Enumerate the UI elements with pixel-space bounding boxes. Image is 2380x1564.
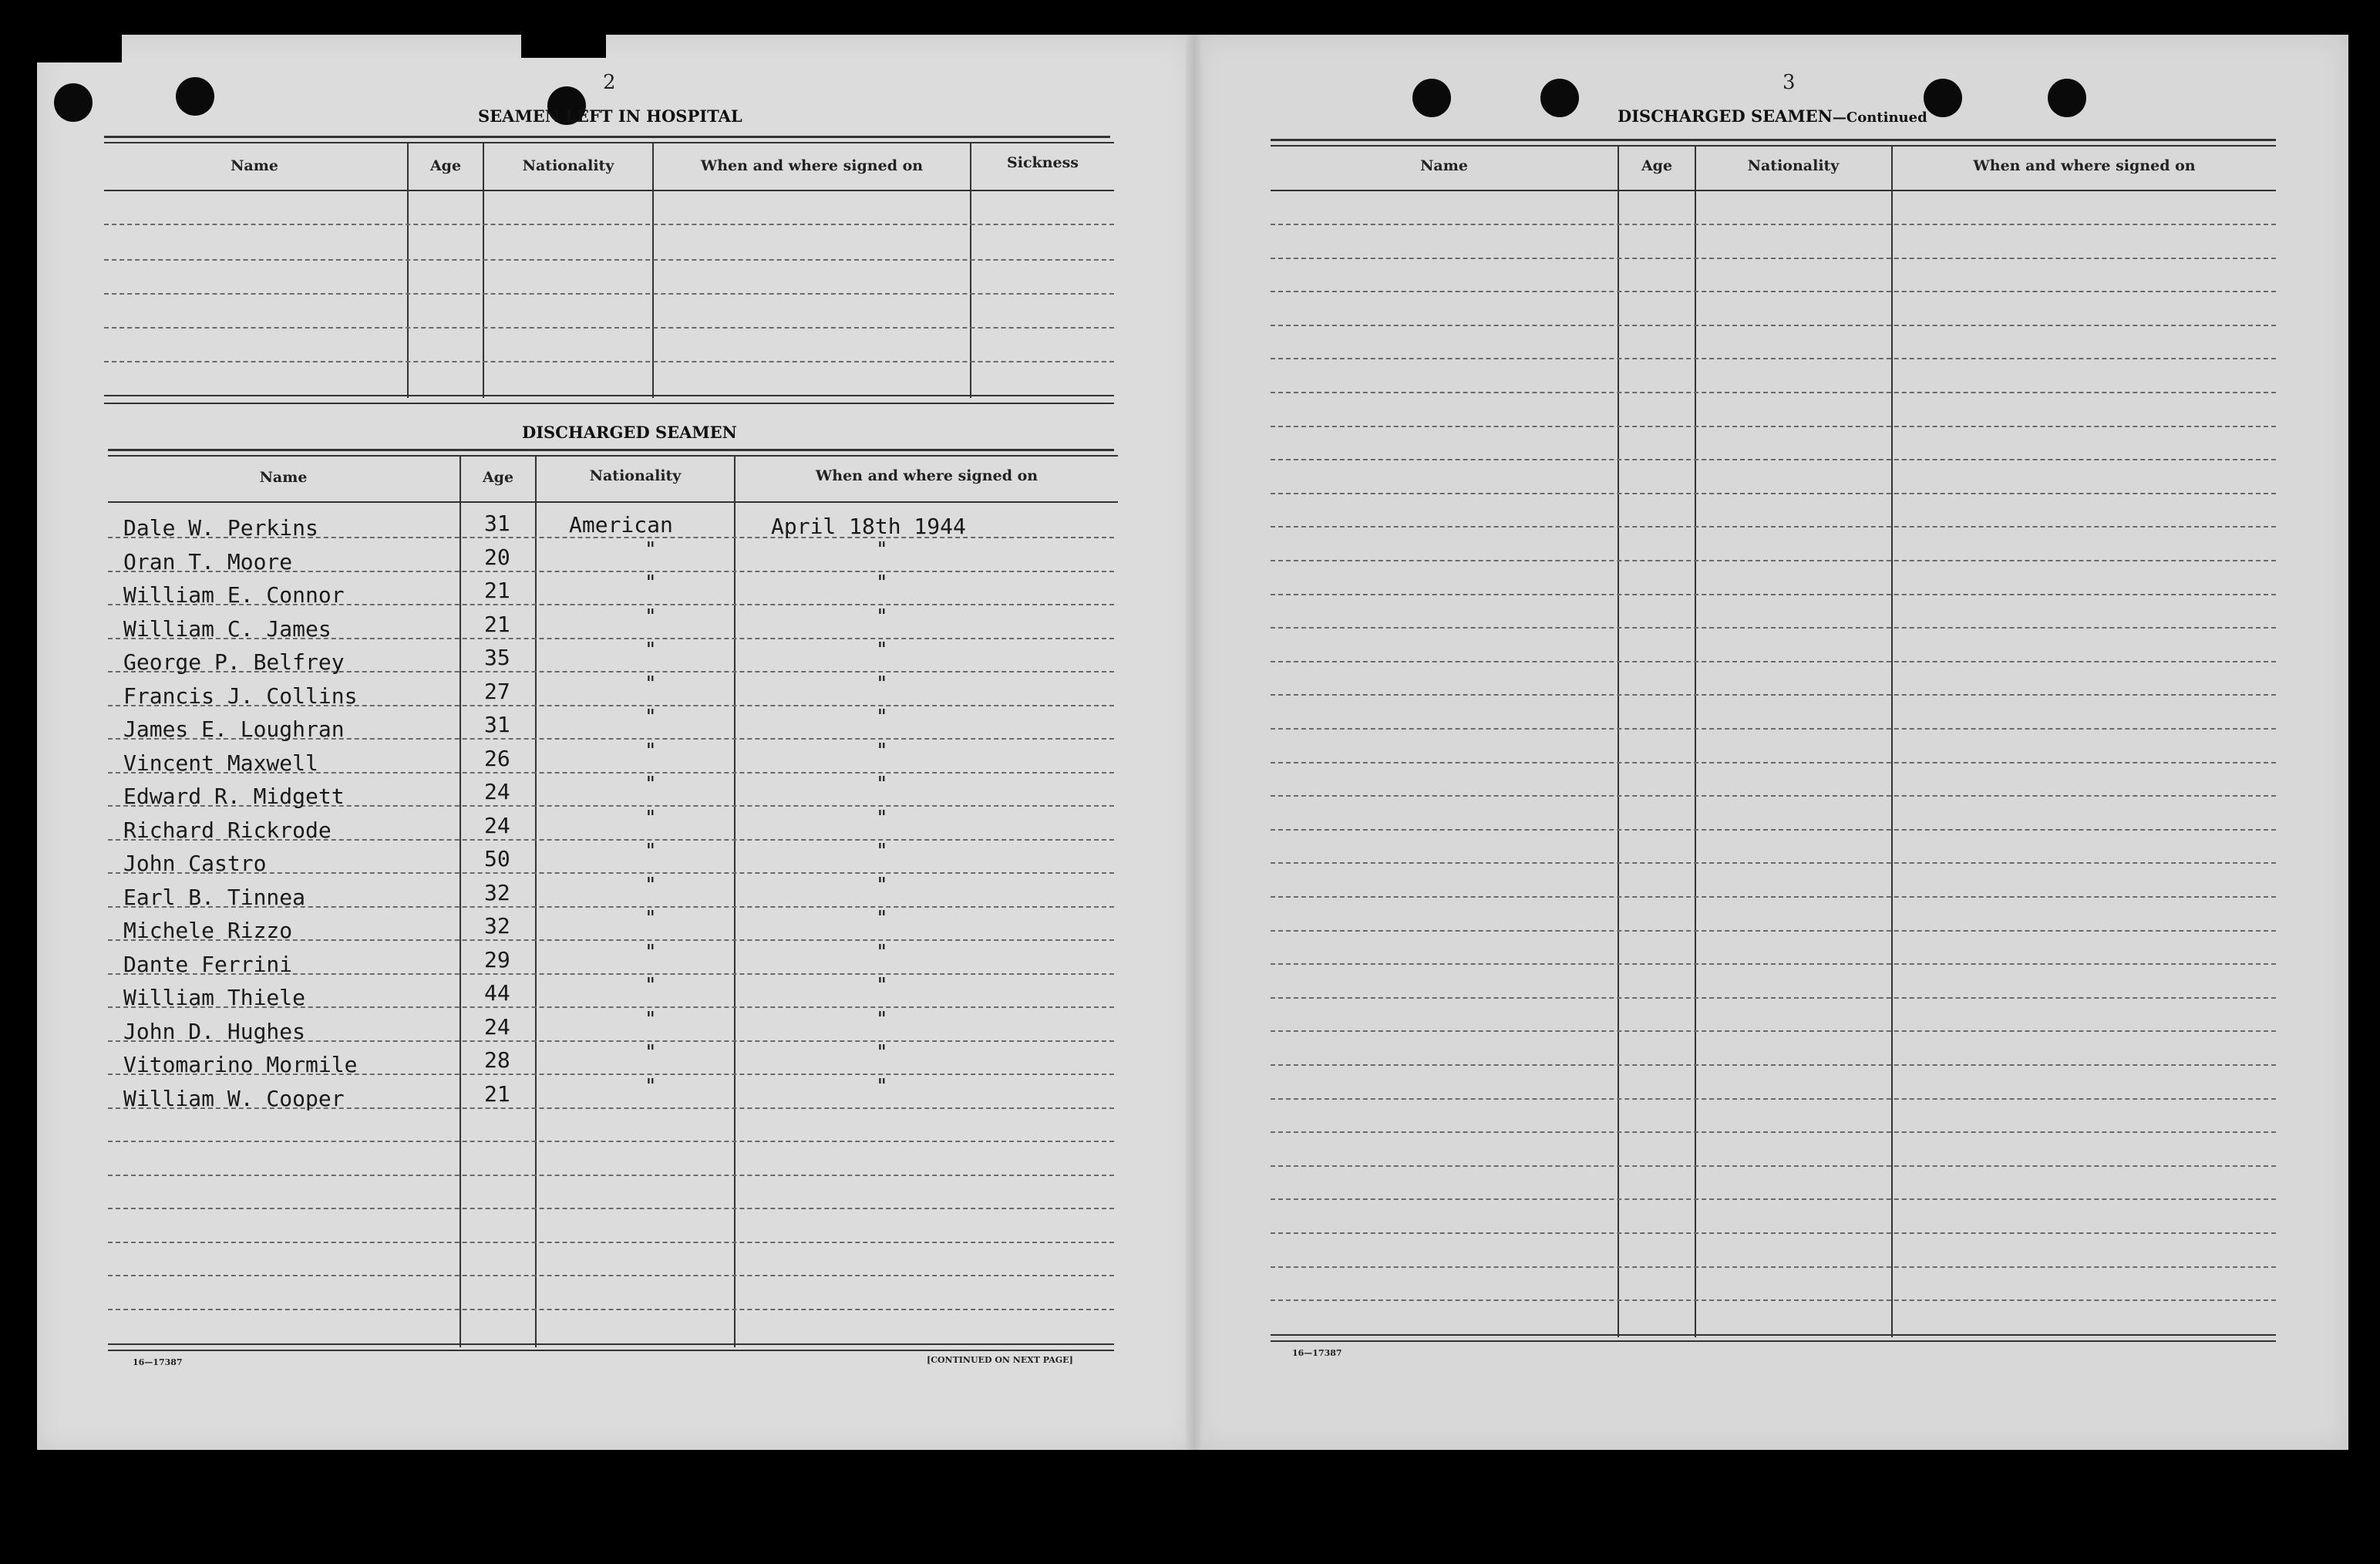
col-header-name: Name — [259, 469, 308, 486]
hospital-section-title: SEAMEN LEFT IN HOSPITAL — [478, 106, 742, 126]
col-header-signed-on: When and where signed on — [700, 157, 924, 174]
seaman-age: 26 — [484, 745, 510, 771]
column-divider — [652, 143, 654, 398]
row-line — [1271, 896, 2276, 898]
seaman-signed-on: " — [876, 873, 888, 897]
rule — [108, 1343, 1114, 1345]
seaman-name: William E. Connor — [123, 582, 345, 608]
rule — [108, 449, 1114, 451]
row-line — [1271, 862, 2276, 864]
seaman-age: 31 — [484, 511, 510, 536]
col-header-age: Age — [482, 469, 514, 486]
rule — [1271, 1334, 2276, 1336]
seaman-age: 21 — [484, 611, 510, 637]
col-header-age: Age — [429, 157, 462, 174]
rule — [108, 1350, 1114, 1351]
row-line — [1271, 694, 2276, 696]
seaman-nationality: " — [645, 806, 657, 830]
seaman-name: Richard Rickrode — [123, 817, 332, 843]
column-divider — [460, 457, 461, 1347]
col-header-sickness: Sickness — [1007, 154, 1079, 171]
rule — [1271, 1340, 2276, 1342]
seaman-signed-on: " — [876, 639, 888, 662]
page-number: 3 — [1782, 71, 1796, 94]
column-divider — [483, 143, 484, 398]
row-line — [1271, 795, 2276, 797]
row-line — [1271, 426, 2276, 427]
seaman-nationality: " — [645, 571, 657, 595]
seaman-signed-on: " — [876, 706, 888, 729]
punch-hole — [54, 83, 93, 122]
row-line — [108, 1141, 1114, 1142]
page-fold — [1186, 35, 1203, 1450]
row-line — [1271, 526, 2276, 528]
seaman-name: Francis J. Collins — [123, 683, 358, 709]
seaman-name: Oran T. Moore — [123, 548, 293, 575]
seaman-name: John D. Hughes — [123, 1018, 306, 1044]
row-line — [1271, 728, 2276, 730]
row-line — [104, 293, 1114, 295]
rule — [104, 136, 1110, 138]
seaman-nationality: " — [645, 1074, 657, 1098]
seaman-name: Edward R. Midgett — [123, 784, 345, 809]
rule — [1271, 145, 2276, 147]
punch-hole — [1924, 79, 1962, 117]
rule — [104, 142, 1114, 143]
row-line — [1271, 930, 2276, 932]
seaman-age: 35 — [484, 645, 510, 670]
column-divider — [407, 143, 409, 398]
seaman-signed-on: " — [876, 1007, 888, 1031]
seaman-signed-on: " — [876, 538, 888, 561]
seaman-age: 29 — [484, 946, 510, 972]
seaman-name: Michele Rizzo — [123, 918, 293, 943]
col-header-age: Age — [1641, 157, 1673, 174]
seaman-name: Dale W. Perkins — [123, 515, 318, 541]
seaman-signed-on: " — [876, 571, 888, 595]
seaman-name: William W. Cooper — [123, 1085, 345, 1111]
row-line — [1271, 1198, 2276, 1200]
seaman-age: 32 — [484, 879, 510, 905]
seaman-nationality: " — [645, 907, 657, 930]
rule — [1271, 139, 2276, 141]
seaman-signed-on: " — [876, 605, 888, 629]
seaman-nationality: " — [645, 840, 657, 863]
seaman-name: Dante Ferrini — [123, 951, 293, 977]
seaman-signed-on: " — [876, 940, 888, 964]
row-line — [108, 1175, 1114, 1176]
row-line — [104, 327, 1114, 329]
row-line — [104, 259, 1114, 261]
seaman-nationality: " — [645, 538, 657, 561]
seaman-name: John Castro — [123, 851, 267, 876]
row-line — [104, 224, 1114, 225]
seaman-age: 32 — [484, 913, 510, 939]
row-line — [1271, 661, 2276, 662]
row-line — [108, 1275, 1114, 1276]
seaman-name: George P. Belfrey — [123, 649, 345, 675]
row-line — [1271, 258, 2276, 259]
col-header-name: Name — [1420, 157, 1468, 174]
column-divider — [734, 457, 736, 1347]
col-header-nationality: Nationality — [1747, 157, 1840, 174]
seaman-nationality: " — [645, 739, 657, 763]
seaman-nationality: " — [645, 639, 657, 662]
row-line — [1271, 594, 2276, 595]
discharged-section-title: DISCHARGED SEAMEN — [522, 423, 737, 442]
seaman-name: William C. James — [123, 615, 332, 642]
row-line — [1271, 560, 2276, 561]
seaman-nationality: " — [645, 672, 657, 696]
right-section-title — [1618, 106, 1927, 126]
seaman-age: 27 — [484, 678, 510, 704]
row-line — [1271, 291, 2276, 292]
row-line — [108, 1208, 1114, 1209]
seaman-nationality: " — [645, 974, 657, 997]
seaman-name: William Thiele — [123, 985, 306, 1010]
punch-hole — [176, 77, 214, 116]
seaman-age: 50 — [484, 846, 510, 871]
col-header-signed-on: When and where signed on — [815, 467, 1039, 484]
col-header-nationality: Nationality — [589, 467, 682, 484]
column-divider — [535, 457, 537, 1347]
seaman-name: Vitomarino Mormile — [123, 1052, 358, 1077]
rule — [108, 501, 1118, 503]
seaman-name: James E. Loughran — [123, 716, 345, 742]
row-line — [1271, 829, 2276, 831]
row-line — [1271, 1030, 2276, 1032]
seaman-nationality: " — [645, 873, 657, 897]
rule — [104, 190, 1114, 191]
row-line — [1271, 459, 2276, 460]
seaman-age: 21 — [484, 1080, 510, 1107]
right-page — [1193, 35, 2348, 1450]
seaman-signed-on: " — [876, 907, 888, 930]
seaman-nationality: " — [645, 940, 657, 964]
seaman-signed-on: " — [876, 1074, 888, 1098]
seaman-signed-on: " — [876, 672, 888, 696]
row-line — [1271, 224, 2276, 225]
left-page — [37, 35, 1193, 1450]
col-header-name: Name — [231, 157, 278, 174]
seaman-age: 21 — [484, 578, 510, 603]
seaman-signed-on: " — [876, 974, 888, 997]
seaman-signed-on: " — [876, 739, 888, 763]
row-line — [108, 1242, 1114, 1243]
form-number: 16—17387 — [1292, 1348, 1342, 1358]
row-line — [1271, 1098, 2276, 1100]
seaman-nationality: " — [645, 1041, 657, 1064]
seaman-signed-on: " — [876, 773, 888, 796]
form-number: 16—17387 — [133, 1357, 183, 1367]
seaman-signed-on: April 18th 1944 — [771, 514, 966, 539]
seaman-signed-on: " — [876, 840, 888, 863]
seaman-nationality: " — [645, 1007, 657, 1031]
seaman-age: 24 — [484, 1013, 510, 1040]
row-line — [104, 361, 1114, 362]
torn-corner — [37, 35, 122, 62]
seaman-age: 24 — [484, 779, 510, 804]
seaman-signed-on: " — [876, 1041, 888, 1064]
right-title-suffix: —Continued — [1832, 110, 1927, 126]
seaman-name: Vincent Maxwell — [123, 750, 318, 776]
row-line — [1271, 392, 2276, 393]
row-line — [1271, 1165, 2276, 1167]
seaman-age: 24 — [484, 812, 510, 838]
seaman-age: 20 — [484, 544, 510, 570]
row-line — [1271, 493, 2276, 494]
punch-hole — [1412, 79, 1451, 117]
rule — [1271, 190, 2276, 191]
seaman-nationality: " — [645, 773, 657, 796]
column-divider — [970, 143, 971, 398]
row-line — [1271, 1299, 2276, 1301]
row-line — [1271, 1232, 2276, 1234]
rule — [104, 395, 1114, 396]
row-line — [1271, 1064, 2276, 1066]
row-line — [1271, 1131, 2276, 1133]
torn-edge — [521, 35, 606, 58]
seaman-nationality: " — [645, 706, 657, 729]
punch-hole — [2048, 79, 2086, 117]
row-line — [1271, 1266, 2276, 1268]
col-header-nationality: Nationality — [522, 157, 614, 174]
seaman-name: Earl B. Tinnea — [123, 884, 306, 910]
seaman-signed-on: " — [876, 806, 888, 830]
page-number: 2 — [603, 71, 616, 94]
row-line — [1271, 325, 2276, 326]
row-line — [1271, 997, 2276, 999]
seaman-age: 44 — [484, 980, 510, 1006]
rule — [104, 403, 1114, 404]
row-line — [1271, 963, 2276, 965]
continued-note: [CONTINUED ON NEXT PAGE] — [927, 1355, 1073, 1365]
row-line — [108, 1309, 1114, 1310]
seaman-nationality: " — [645, 605, 657, 629]
seaman-nationality: American — [569, 512, 673, 538]
row-line — [1271, 627, 2276, 629]
row-line — [1271, 762, 2276, 763]
seaman-age: 31 — [484, 712, 510, 737]
punch-hole — [1540, 79, 1579, 117]
right-title-main: DISCHARGED SEAMEN — [1618, 106, 1833, 126]
seaman-age: 28 — [484, 1047, 510, 1073]
col-header-signed-on: When and where signed on — [1973, 157, 2196, 174]
rule — [108, 455, 1118, 457]
row-line — [1271, 358, 2276, 359]
